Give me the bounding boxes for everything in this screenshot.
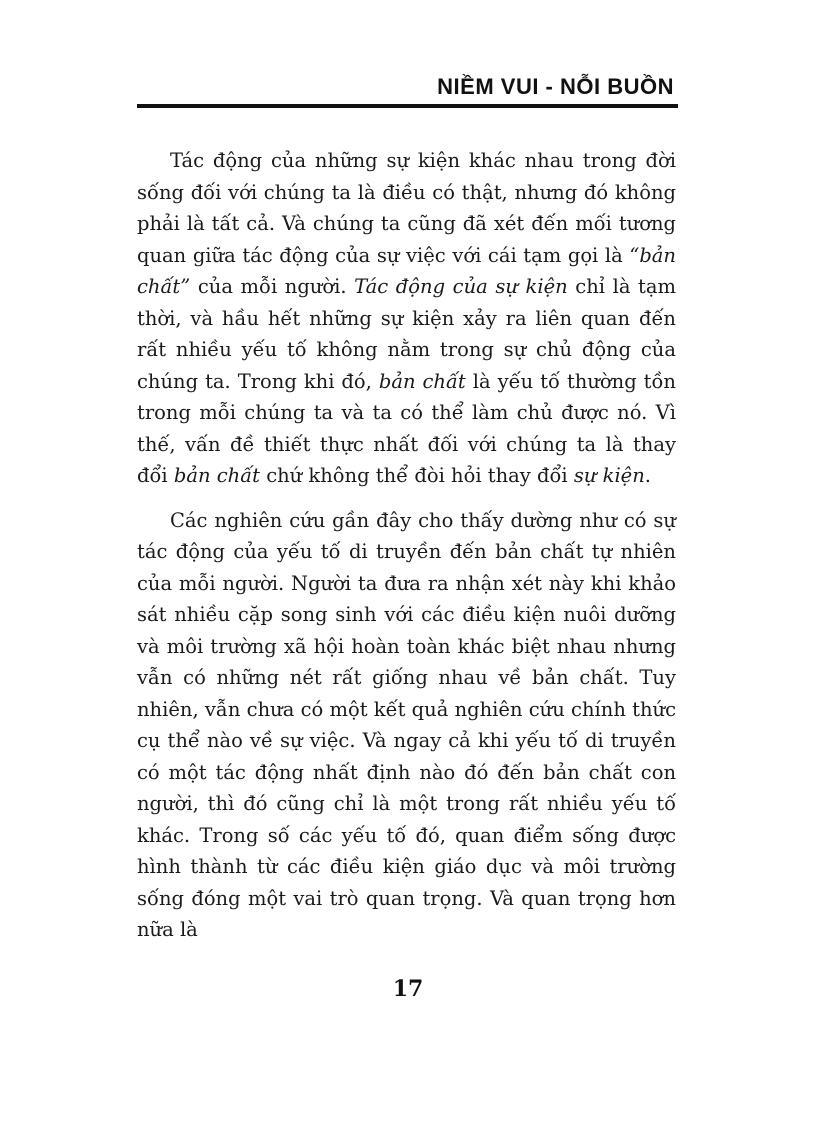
paragraph-1-text: . xyxy=(644,464,651,487)
header-rule xyxy=(137,104,678,108)
paragraph-1-text: Tác động của những sự kiện khác nhau trong đời sống đối với chúng ta là điều có thật, nhưng đó không phải là tất cả. Và chúng ta cũng đã xét đến mối tương quan giữa tác động của sự việc với cái tạm gọi là xyxy=(137,149,676,267)
paragraph-1 xyxy=(137,145,676,492)
paragraph-1-text: là yếu tố thường tồn trong mỗi chúng ta và ta có thể làm chủ được nó. Vì thế, vấn đề thiết thực nhất đối với chúng ta là thay đổi xyxy=(137,369,676,487)
paragraph-1-text: chỉ là tạm thời, và hầu hết những sự kiện xảy ra liên quan đến rất nhiều yếu tố không nằm trong sự chủ động của chúng ta. Trong khi đó, xyxy=(137,275,676,393)
body-text xyxy=(137,145,676,946)
paragraph-2: Các nghiên cứu gần đây cho thấy dường như có sự tác động của yếu tố di truyền đến bản chất tự nhiên của mỗi người. Người ta đưa ra nhận xét này khi khảo sát nhiều cặp song sinh với các điều kiện nuôi dưỡng và môi trường xã hội hoàn toàn khác biệt nhau nhưng vẫn có những nét rất giống nhau về bản chất. Tuy nhiên, vẫn chưa có một kết quả nghiên cứu chính thức cụ thể nào về sự việc. Và ngay cả khi yếu tố di truyền có một tác động nhất định nào đó đến bản chất con người, thì đó cũng chỉ là một trong rất nhiều yếu tố khác. Trong số các yếu tố đó, quan điểm sống được hình thành từ các điều kiện giáo dục và môi trường sống đóng một vai trò quan trọng. Và quan trọng hơn nữa là xyxy=(137,508,676,941)
paragraph-1-emphasis: sự kiện xyxy=(573,464,645,487)
running-header-title: NIỀM VUI - NỖI BUỒN xyxy=(437,74,674,99)
paragraph-1-text: của mỗi người. xyxy=(190,275,355,298)
paragraph-1-text: chứ không thể đòi hỏi thay đổi xyxy=(260,464,574,487)
paragraph-1-emphasis: bản chất xyxy=(378,369,466,393)
paragraph-1-emphasis: Tác động của sự kiện xyxy=(354,275,568,298)
page-number: 17 xyxy=(392,976,424,1002)
paragraph-1-emphasis: “bản chất” xyxy=(137,243,676,298)
paragraph-1-emphasis: bản chất xyxy=(173,464,260,487)
